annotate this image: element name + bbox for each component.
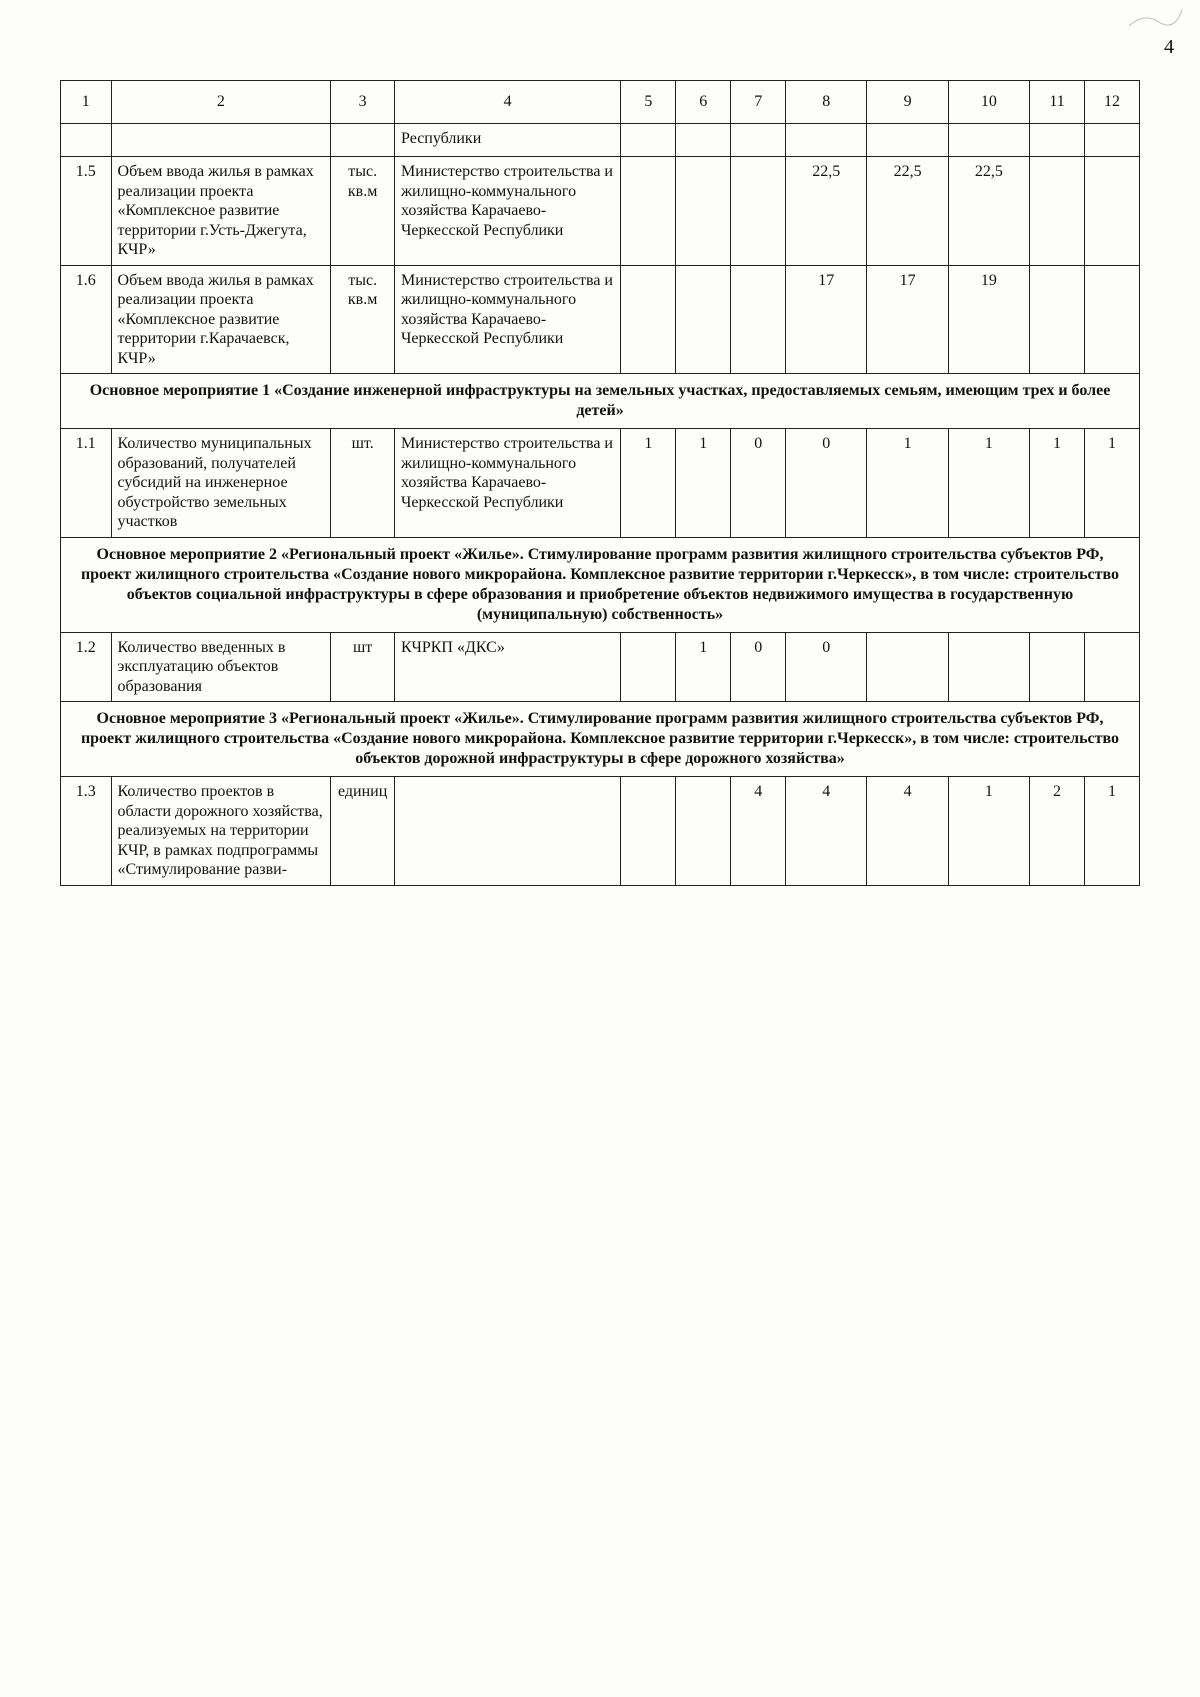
responsible-cell: Министерство строительства и жилищно-коммунального хозяйства Карачаево-Черкесской Республики bbox=[395, 157, 621, 266]
row-number-cell: 1.1 bbox=[61, 429, 112, 538]
value-cell bbox=[676, 124, 731, 157]
value-cell: 0 bbox=[786, 429, 867, 538]
column-number: 10 bbox=[948, 81, 1029, 124]
value-cell: 22,5 bbox=[867, 157, 948, 266]
value-cell: 22,5 bbox=[948, 157, 1029, 266]
value-cell bbox=[676, 265, 731, 374]
responsible-cell: Министерство строительства и жилищно-коммунального хозяйства Карачаево-Черкесской Республики bbox=[395, 429, 621, 538]
value-cell bbox=[621, 777, 676, 886]
value-cell: 1 bbox=[1030, 429, 1085, 538]
indicator-name-cell: Объем ввода жилья в рамках реализации проекта «Комплексное развитие территории г.Карачаевск, КЧР» bbox=[111, 265, 331, 374]
unit-cell: шт. bbox=[331, 429, 395, 538]
value-cell bbox=[621, 157, 676, 266]
value-cell bbox=[867, 632, 948, 702]
table-row bbox=[61, 632, 1140, 702]
column-number: 5 bbox=[621, 81, 676, 124]
value-cell: 4 bbox=[731, 777, 786, 886]
value-cell: 1 bbox=[676, 429, 731, 538]
value-cell bbox=[1030, 124, 1085, 157]
section-title: Основное мероприятие 1 «Создание инженерной инфраструктуры на земельных участках, предоставляемых семьям, имеющим трех и более детей» bbox=[61, 374, 1140, 429]
value-cell: 0 bbox=[731, 429, 786, 538]
value-cell: 1 bbox=[1084, 777, 1139, 886]
responsible-cell: Республики bbox=[395, 124, 621, 157]
table-row bbox=[61, 429, 1140, 538]
column-number: 4 bbox=[395, 81, 621, 124]
column-number-row bbox=[61, 81, 1140, 124]
responsible-cell: КЧРКП «ДКС» bbox=[395, 632, 621, 702]
section-header-row bbox=[61, 374, 1140, 429]
row-number-cell bbox=[61, 124, 112, 157]
value-cell: 1 bbox=[1084, 429, 1139, 538]
scan-artifact-icon bbox=[1124, 4, 1184, 34]
value-cell: 0 bbox=[786, 632, 867, 702]
value-cell bbox=[676, 777, 731, 886]
unit-cell bbox=[331, 124, 395, 157]
value-cell: 4 bbox=[867, 777, 948, 886]
value-cell: 1 bbox=[867, 429, 948, 538]
indicators-table-container bbox=[60, 80, 1140, 886]
value-cell: 2 bbox=[1030, 777, 1085, 886]
value-cell bbox=[1084, 632, 1139, 702]
column-number: 2 bbox=[111, 81, 331, 124]
value-cell: 4 bbox=[786, 777, 867, 886]
indicator-name-cell: Количество проектов в области дорожного хозяйства, реализуемых на территории КЧР, в рамках подпрограммы «Стимулирование разви- bbox=[111, 777, 331, 886]
value-cell bbox=[621, 632, 676, 702]
column-number: 12 bbox=[1084, 81, 1139, 124]
value-cell bbox=[1084, 157, 1139, 266]
column-number: 11 bbox=[1030, 81, 1085, 124]
unit-cell: тыс. кв.м bbox=[331, 157, 395, 266]
indicator-name-cell: Количество муниципальных образований, получателей субсидий на инженерное обустройство земельных участков bbox=[111, 429, 331, 538]
row-number-cell: 1.2 bbox=[61, 632, 112, 702]
column-number: 1 bbox=[61, 81, 112, 124]
value-cell: 0 bbox=[731, 632, 786, 702]
value-cell: 1 bbox=[621, 429, 676, 538]
table-header bbox=[61, 81, 1140, 124]
indicators-table bbox=[60, 80, 1140, 886]
value-cell bbox=[1084, 265, 1139, 374]
value-cell: 1 bbox=[948, 777, 1029, 886]
unit-cell: единиц bbox=[331, 777, 395, 886]
value-cell bbox=[1030, 157, 1085, 266]
value-cell: 1 bbox=[676, 632, 731, 702]
value-cell: 17 bbox=[786, 265, 867, 374]
row-number-cell: 1.3 bbox=[61, 777, 112, 886]
value-cell bbox=[948, 632, 1029, 702]
value-cell bbox=[621, 265, 676, 374]
section-header-row bbox=[61, 537, 1140, 632]
value-cell: 1 bbox=[948, 429, 1029, 538]
value-cell: 17 bbox=[867, 265, 948, 374]
value-cell: 19 bbox=[948, 265, 1029, 374]
section-title: Основное мероприятие 3 «Региональный проект «Жилье». Стимулирование программ развития жилищного строительства субъектов РФ, проект жилищного строительства «Создание нового микрорайона. Комплексное развитие территории г.Черкесск», в том числе: строительство объектов дорожной инфраструктуры в сфере дорожного хозяйства» bbox=[61, 702, 1140, 777]
table-row bbox=[61, 777, 1140, 886]
value-cell bbox=[948, 124, 1029, 157]
value-cell bbox=[731, 124, 786, 157]
value-cell bbox=[731, 157, 786, 266]
column-number: 9 bbox=[867, 81, 948, 124]
responsible-cell bbox=[395, 777, 621, 886]
table-body bbox=[61, 124, 1140, 886]
value-cell: 22,5 bbox=[786, 157, 867, 266]
unit-cell: шт bbox=[331, 632, 395, 702]
value-cell bbox=[621, 124, 676, 157]
column-number: 7 bbox=[731, 81, 786, 124]
column-number: 8 bbox=[786, 81, 867, 124]
value-cell bbox=[786, 124, 867, 157]
value-cell bbox=[867, 124, 948, 157]
value-cell bbox=[731, 265, 786, 374]
page-number: 4 bbox=[1164, 36, 1174, 58]
section-title: Основное мероприятие 2 «Региональный проект «Жилье». Стимулирование программ развития жилищного строительства субъектов РФ, проект жилищного строительства «Создание нового микрорайона. Комплексное развитие территории г.Черкесск», в том числе: строительство объектов социальной инфраструктуры в сфере образования и приобретение объектов недвижимого имущества в государственную (муниципальную) собственность» bbox=[61, 537, 1140, 632]
continued-row bbox=[61, 124, 1140, 157]
indicator-name-cell: Количество введенных в эксплуатацию объектов образования bbox=[111, 632, 331, 702]
responsible-cell: Министерство строительства и жилищно-коммунального хозяйства Карачаево-Черкесской Республики bbox=[395, 265, 621, 374]
value-cell bbox=[1030, 632, 1085, 702]
value-cell bbox=[1030, 265, 1085, 374]
value-cell bbox=[1084, 124, 1139, 157]
value-cell bbox=[676, 157, 731, 266]
table-row bbox=[61, 265, 1140, 374]
column-number: 3 bbox=[331, 81, 395, 124]
row-number-cell: 1.6 bbox=[61, 265, 112, 374]
row-number-cell: 1.5 bbox=[61, 157, 112, 266]
section-header-row bbox=[61, 702, 1140, 777]
unit-cell: тыс. кв.м bbox=[331, 265, 395, 374]
column-number: 6 bbox=[676, 81, 731, 124]
table-row bbox=[61, 157, 1140, 266]
indicator-name-cell bbox=[111, 124, 331, 157]
indicator-name-cell: Объем ввода жилья в рамках реализации проекта «Комплексное развитие территории г.Усть-Джегута, КЧР» bbox=[111, 157, 331, 266]
